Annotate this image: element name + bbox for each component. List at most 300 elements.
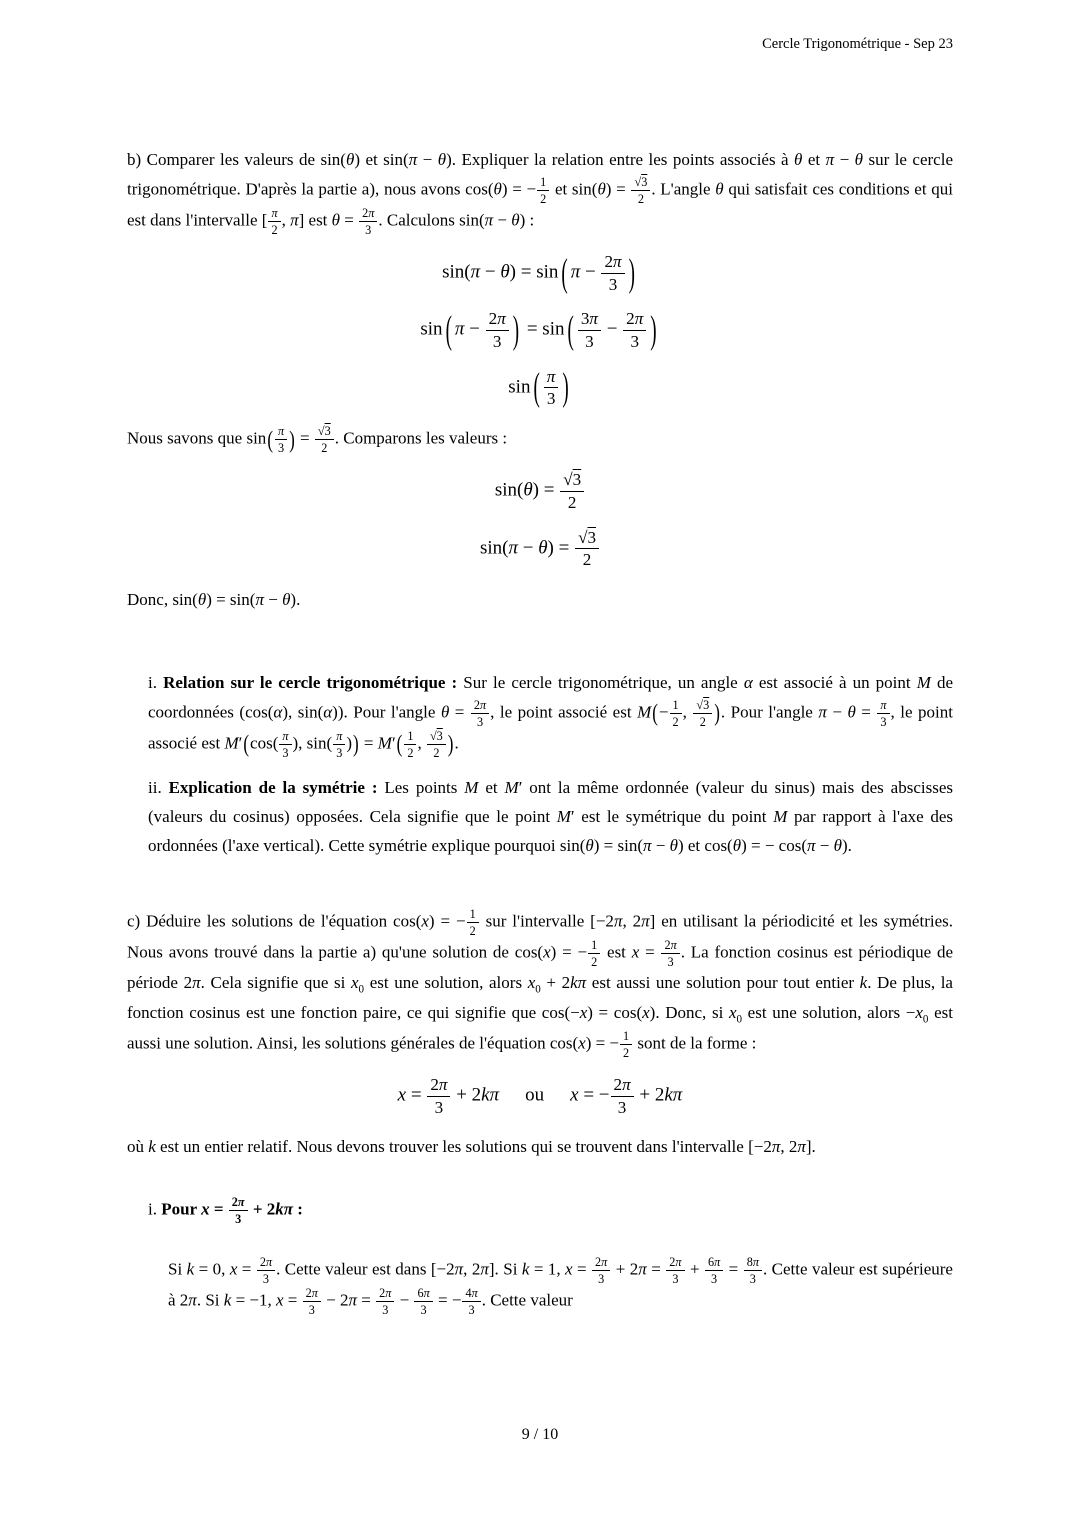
paragraph (127, 1133, 953, 1162)
text-run: π (454, 1259, 464, 1279)
text-run: θ (794, 150, 803, 169)
paragraph (127, 586, 953, 615)
text-run: π (622, 1075, 631, 1095)
text-run: k (664, 1084, 673, 1106)
text-run: π (454, 318, 465, 340)
equation-line (127, 252, 953, 294)
fraction (877, 698, 889, 729)
subscript: 0 (736, 1013, 743, 1026)
text-run: π (508, 537, 518, 559)
text-run: 2 (664, 937, 671, 952)
text-run: 2 (699, 714, 706, 729)
denominator (260, 1271, 272, 1286)
text-run: x (728, 1002, 737, 1022)
text-run: θ (282, 589, 291, 609)
text-run: sont de la forme : (633, 1033, 757, 1053)
text-run: 3 (382, 1302, 389, 1317)
text-run: − (580, 261, 601, 283)
text-run: , 2 (780, 1136, 798, 1156)
text-run: x (579, 1002, 588, 1022)
denominator (432, 1097, 447, 1118)
text-run: sin (420, 318, 443, 340)
text-run: π (368, 206, 375, 221)
text-run: − (480, 261, 501, 283)
text-run: ), sin( (282, 702, 324, 722)
text-run: : (293, 1199, 303, 1219)
text-run: 3 (324, 424, 331, 439)
fraction (414, 1286, 432, 1317)
text-run: π (613, 252, 622, 272)
text-run: π (570, 261, 581, 283)
text-run: 3 (880, 714, 887, 729)
text-run: θ (732, 835, 742, 855)
text-run: est un entier relatif. Nous devons trouver les solutions qui se trouvent dans l'intervalle [−2 (155, 1136, 772, 1156)
text-run: 1 (591, 937, 598, 952)
text-run: 3 (546, 389, 556, 409)
text-run: ) et cos( (677, 835, 733, 855)
text-run: = (449, 702, 470, 722)
text-run: ). (290, 589, 301, 609)
text-run: ′ (391, 733, 396, 753)
denominator (430, 745, 442, 760)
text-run: = −1, (231, 1290, 276, 1310)
text-run: π (672, 1084, 683, 1106)
numerator (705, 1255, 723, 1271)
text-run: π (471, 1285, 478, 1300)
equation-line (127, 367, 953, 409)
text-run: 3 (608, 274, 618, 294)
text-run: de coordonnées (cos( (148, 672, 954, 722)
text-run: = (357, 1290, 376, 1310)
text-run: θ (523, 479, 533, 501)
big-paren: ) (562, 367, 569, 411)
text-run: 3 (630, 332, 639, 352)
fraction (376, 1286, 394, 1317)
text-run: π (638, 1259, 647, 1279)
text-run: x (543, 942, 551, 962)
text-run: = (406, 1084, 427, 1106)
fraction (467, 907, 479, 938)
text-run: − 2 (321, 1290, 349, 1310)
list-item (148, 1195, 953, 1226)
paren: ) (714, 698, 720, 727)
text-run: √ (429, 728, 437, 743)
numerator (631, 175, 650, 191)
numerator (623, 309, 646, 331)
text-run: π (480, 1259, 489, 1279)
text-run: 3 (617, 1097, 627, 1117)
text-run: θ (511, 210, 520, 230)
text-run: = (237, 1259, 256, 1279)
denominator (588, 954, 600, 969)
paren: ( (396, 729, 403, 758)
text-run: Les points (377, 777, 465, 797)
fraction (359, 206, 377, 237)
text-run: π (589, 309, 598, 329)
text-run: π (489, 1084, 500, 1106)
text-run: 2 (321, 441, 328, 456)
numerator (877, 698, 889, 714)
text-run: x (915, 1002, 923, 1022)
fraction (693, 698, 712, 729)
text-run: x (229, 1259, 238, 1279)
text-run: α (323, 702, 333, 722)
text-run: x (527, 972, 536, 992)
text-run: 2 (488, 309, 498, 329)
text-run: ] est (298, 210, 332, 230)
text-run: 3 (585, 332, 594, 352)
text-run: π (311, 1285, 318, 1300)
text-run: π (634, 309, 644, 329)
big-paren: ) (628, 252, 635, 296)
text-run: π (470, 261, 481, 283)
paren: ) (353, 729, 359, 758)
text-run: π (752, 1254, 759, 1269)
text-run: 2 (626, 309, 635, 329)
denominator (466, 1302, 478, 1317)
text-run: 3 (641, 174, 648, 189)
subscript: 0 (358, 983, 365, 996)
fraction (666, 1255, 684, 1286)
text-run: M (773, 806, 788, 826)
text-run: π (283, 1199, 294, 1219)
text-run: π (277, 424, 285, 439)
text-run: 3 (598, 1271, 605, 1286)
text-run: π (670, 937, 677, 952)
text-run: ). Donc, si (649, 1002, 729, 1022)
text-run: = (340, 210, 359, 230)
text-run: = − (578, 1084, 610, 1106)
text-run: π (642, 835, 652, 855)
fraction (404, 729, 416, 760)
text-run: π (484, 210, 494, 230)
page-header: Cercle Trigonométrique - Sep 23 (762, 36, 953, 52)
text-run: ]. Si (488, 1259, 522, 1279)
text-run: 3 (468, 1302, 475, 1317)
text-run: ) = − cos( (741, 835, 808, 855)
text-run: − (263, 589, 283, 609)
text-run: − (395, 1290, 414, 1310)
denominator (665, 954, 677, 969)
text-run: = (572, 1259, 592, 1279)
numerator (275, 424, 287, 440)
text-run: 3 (492, 332, 502, 352)
text-run: . (454, 733, 459, 753)
denominator (467, 923, 479, 938)
denominator (580, 549, 595, 570)
text-run: M (377, 733, 392, 753)
text-run: = 1, (529, 1259, 566, 1279)
text-run: ) = − (428, 911, 466, 930)
text-run: 3 (580, 309, 590, 329)
text-run: π (818, 702, 827, 722)
denominator (268, 222, 280, 237)
text-run: M (916, 672, 931, 692)
text-run: 3 (420, 1302, 427, 1317)
text-run: . Si (196, 1290, 224, 1310)
fraction (333, 729, 345, 760)
text-run: b) Comparer les valeurs de sin( (127, 150, 346, 169)
text-run: Donc, sin( (127, 589, 198, 609)
text-run: π (480, 697, 487, 712)
numerator (404, 729, 416, 745)
fraction (620, 1029, 632, 1060)
numerator (601, 252, 624, 274)
text-run: ) = (605, 179, 631, 199)
text-run: + 2 (611, 1259, 639, 1279)
big-paren: ) (512, 309, 520, 353)
text-run: π (290, 210, 299, 230)
text-run: . De plus, la fonction cosinus est une fonction paire, ce qui signifie que cos(− (127, 972, 953, 1022)
text-run: Nous savons que sin (127, 428, 267, 448)
paragraph (127, 424, 953, 455)
big-paren: ) (650, 309, 657, 353)
text-run: θ (597, 179, 606, 199)
numerator (575, 528, 599, 550)
fraction (661, 938, 679, 969)
text-run: 3 (308, 1302, 315, 1317)
text-run: . La fonction cosinus est périodique de période 2 (127, 942, 954, 992)
text-run: √ (563, 470, 573, 490)
numerator (578, 309, 601, 331)
denominator (606, 274, 621, 295)
numerator (427, 1075, 450, 1097)
text-run: π (336, 728, 343, 743)
text-run: π (714, 1254, 721, 1269)
text-run: 3 (436, 728, 443, 743)
fraction (623, 309, 646, 351)
fraction (537, 175, 549, 206)
text-run: est aussi une solution pour tout entier (586, 972, 860, 992)
text-run: − (826, 702, 848, 722)
fraction (744, 1255, 762, 1286)
text-run: π (423, 1285, 430, 1300)
numerator (229, 1195, 248, 1211)
text-run: ) = cos( (587, 1002, 643, 1022)
numerator (257, 1255, 275, 1271)
text-run: π (797, 1136, 806, 1156)
denominator (669, 1271, 681, 1286)
text-run: = (855, 702, 877, 722)
page-number: 9 / 10 (521, 1426, 559, 1443)
paragraph (127, 907, 953, 1061)
fraction (486, 309, 509, 351)
text-run: ) = sin (509, 261, 559, 283)
denominator (318, 440, 330, 455)
text-run: 3 (749, 1271, 756, 1286)
text-run: = 0, (194, 1259, 230, 1279)
text-run: π (408, 150, 418, 169)
text-run: ) = sin( (593, 835, 643, 855)
display-equation (127, 470, 953, 570)
text-run: ′ ont la même ordonnée (valeur du sinus) mais des abscisses (valeurs du cosinus) opposées. Cela signifie que le point (148, 777, 953, 826)
text-run: π (385, 1285, 392, 1300)
numerator (462, 1286, 480, 1302)
text-run: est une solution, alors (364, 972, 528, 992)
paragraph (168, 1255, 953, 1317)
fraction (705, 1255, 723, 1286)
text-run: θ (345, 150, 355, 169)
equation-line (127, 309, 953, 351)
text-run: θ (669, 835, 678, 855)
fraction (427, 729, 446, 760)
text-run: θ (440, 702, 450, 722)
text-run: , (417, 733, 426, 753)
list-item (148, 774, 953, 861)
text-run: sin( (479, 537, 509, 559)
denominator (306, 1302, 318, 1317)
text-run: = sin (522, 318, 565, 340)
numerator (744, 1255, 762, 1271)
text-run: , (281, 210, 291, 230)
text-run: sin( (494, 479, 524, 501)
text-run: x (570, 1084, 579, 1106)
text-run: π (675, 1254, 682, 1269)
text-run: = − (433, 1290, 462, 1310)
text-run: . Pour l'angle (720, 702, 819, 722)
text-run: 2 (379, 1285, 386, 1300)
text-run: et (478, 777, 505, 797)
text-run: 3 (667, 954, 674, 969)
text-run: + 2 (451, 1084, 482, 1106)
denominator (615, 1097, 630, 1118)
numerator (592, 1255, 610, 1271)
numerator (611, 1075, 634, 1097)
text-run: . L'angle (651, 179, 716, 199)
text-run: + 2 (540, 972, 571, 992)
fraction (670, 698, 682, 729)
text-run: ′ (238, 733, 243, 753)
text-run: √ (696, 697, 704, 712)
text-run: 3 (336, 745, 343, 760)
text-run: x (201, 1199, 210, 1219)
text-run: π (188, 1290, 197, 1310)
text-run: 2 (469, 923, 476, 938)
numerator (693, 698, 712, 714)
text-run: 2 (433, 745, 440, 760)
text-run: ) : (519, 210, 535, 230)
fraction (303, 1286, 321, 1317)
fraction (611, 1075, 634, 1117)
numerator (268, 206, 280, 222)
text-run: k (521, 1259, 530, 1279)
text-run: 2 (231, 1195, 238, 1210)
text-run: 3 (703, 697, 710, 712)
numerator (471, 698, 489, 714)
display-equation (127, 252, 953, 409)
text-run: √ (578, 527, 588, 547)
text-run: θ (331, 210, 341, 230)
text-run: θ (493, 179, 502, 199)
text-run: par rapport à l'axe des ordonnées (l'axe vertical). Cette symétrie explique pourquoi sin( (148, 806, 953, 855)
text-run: √ (634, 174, 642, 189)
text-run: ou (525, 1084, 545, 1106)
text-run: 2 (591, 954, 598, 969)
text-run: − (601, 318, 623, 340)
text-run: θ (538, 537, 548, 559)
denominator (747, 1271, 759, 1286)
text-run: π (271, 206, 278, 221)
text-run: , (682, 702, 693, 722)
text-run: − (493, 210, 512, 230)
text-run: π (438, 1075, 448, 1095)
text-run: = (295, 428, 314, 448)
text-run: − (517, 537, 539, 559)
text-run: , le point associé est (148, 702, 953, 753)
text-run: 3 (277, 441, 285, 456)
text-run: ) (346, 733, 352, 753)
text-run: 1 (469, 906, 476, 921)
denominator (670, 714, 682, 729)
text-run: M (637, 702, 652, 722)
numerator (414, 1286, 432, 1302)
text-run: = (359, 733, 378, 753)
text-run: 1 (407, 728, 414, 743)
text-run: α (743, 672, 753, 692)
text-run: 4 (465, 1285, 472, 1300)
display-equation (127, 1075, 953, 1117)
text-run: 2 (623, 1046, 630, 1061)
text-run: 2 (540, 191, 547, 206)
text-run: x (578, 1033, 586, 1053)
text-run: − (815, 835, 834, 855)
text-run: π (348, 1290, 358, 1310)
text-run: π (577, 972, 587, 992)
text-run: 6 (417, 1285, 424, 1300)
equation-line (127, 528, 953, 570)
text-run: 3 (434, 1097, 444, 1117)
text-run: π (497, 309, 506, 329)
fraction (575, 528, 599, 570)
text-run: = (724, 1259, 743, 1279)
text-run: π (825, 150, 835, 169)
numerator (588, 938, 600, 954)
text-run: ), sin( (292, 733, 333, 753)
text-run: est une solution, alors − (742, 1002, 916, 1022)
text-run: 3 (572, 470, 582, 490)
fraction (631, 175, 650, 206)
text-run: 2 (672, 714, 679, 729)
denominator (877, 714, 889, 729)
text-run: x (397, 1084, 407, 1106)
text-run: 3 (365, 223, 372, 238)
text-run: ) = − (550, 942, 588, 962)
text-run: π (613, 911, 623, 930)
text-run: α (273, 702, 283, 722)
text-run: M (504, 777, 519, 797)
fraction (578, 309, 601, 351)
text-run: π (546, 366, 556, 386)
fraction (588, 938, 600, 969)
text-run: = (646, 1259, 666, 1279)
text-run: π (192, 972, 201, 992)
text-run: √ (317, 424, 325, 439)
denominator (418, 1302, 430, 1317)
text-run: cos( (250, 733, 279, 753)
text-run: 2 (430, 1075, 439, 1095)
text-run: 2 (473, 697, 481, 712)
text-run: . Cela signifie que si (200, 972, 351, 992)
text-run: π (880, 697, 887, 712)
text-run: k (275, 1199, 284, 1219)
text-run: et (802, 150, 826, 169)
text-run: π (641, 911, 650, 930)
paren: ) (289, 425, 295, 453)
numerator (279, 729, 291, 745)
text-run: . Cette valeur (481, 1290, 573, 1310)
text-run: = (209, 1199, 228, 1219)
text-run: M (556, 806, 571, 826)
